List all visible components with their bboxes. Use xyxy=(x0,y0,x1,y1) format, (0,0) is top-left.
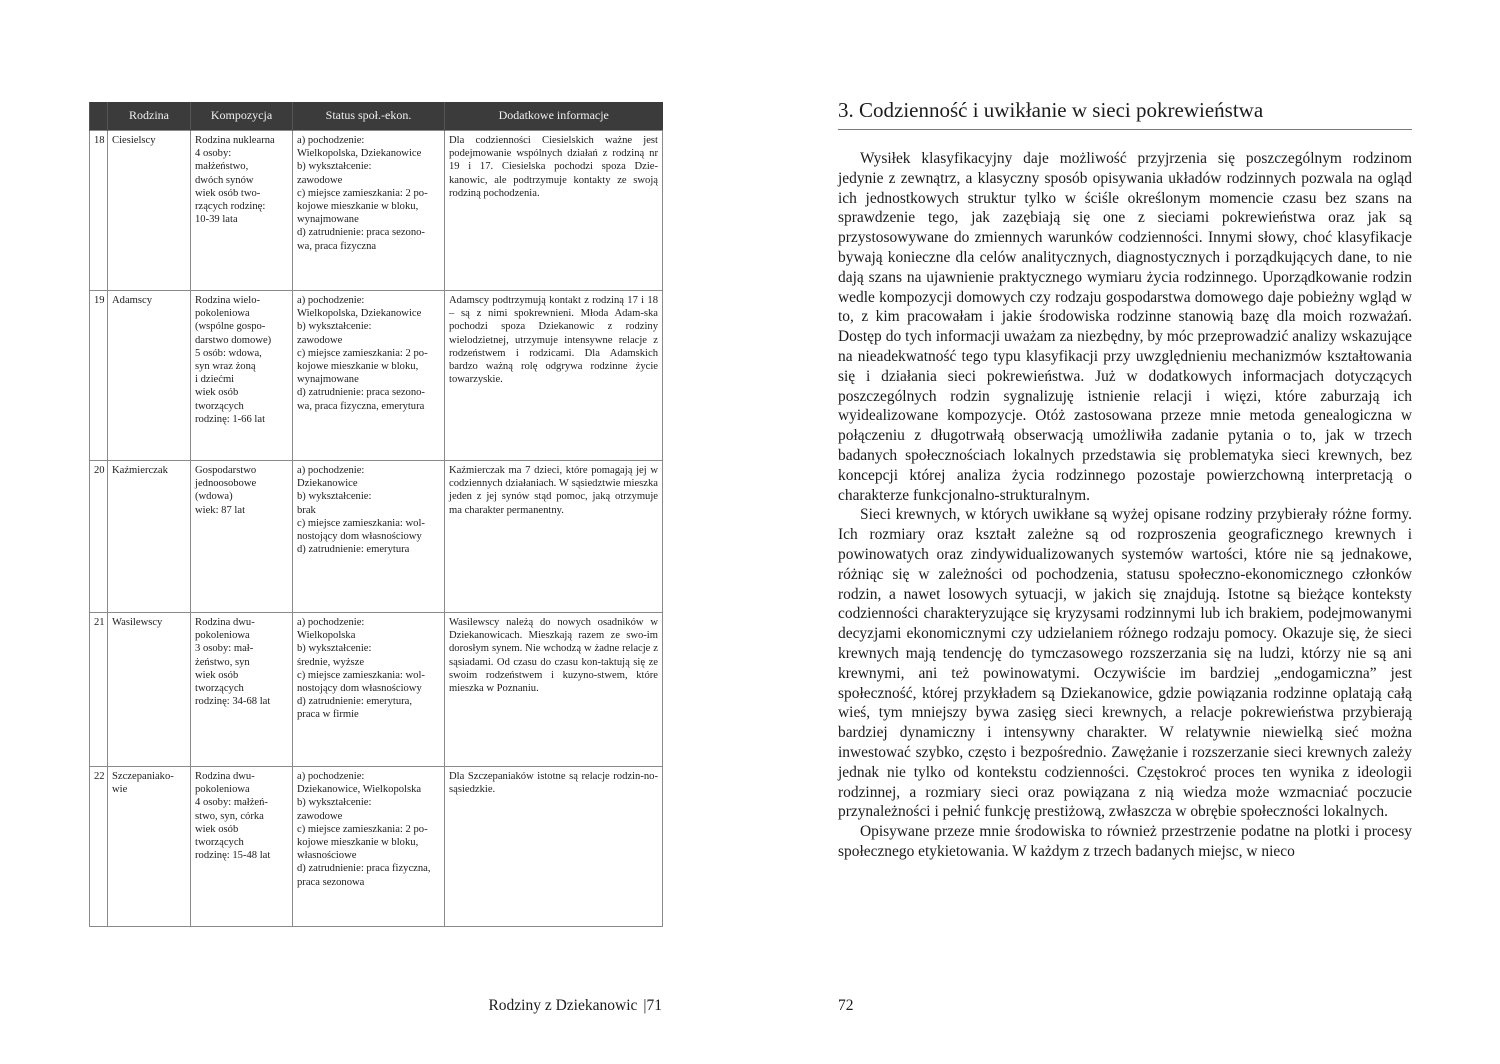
page-number-right: 72 xyxy=(838,997,854,1014)
footer-separator: | xyxy=(643,997,647,1014)
family-info: Kaźmierczak ma 7 dzieci, które pomagają jej w codziennych działaniach. W sąsiedztwie mieszka jeden z jej synów stąd pomoc, jaką otrzymuje ma charakter permanentny. xyxy=(445,461,663,613)
running-footer-left xyxy=(0,997,662,1015)
page-number-left: 71 xyxy=(646,997,662,1014)
right-page xyxy=(750,0,1500,1064)
family-name: Ciesielscy xyxy=(108,131,191,291)
family-composition: Gospodarstwo jednoosobowe (wdowa) wiek: 87 lat xyxy=(191,461,293,613)
row-number: 20 xyxy=(90,461,108,613)
family-composition: Rodzina wielo- pokoleniowa (wspólne gospo- darstwo domowe) 5 osób: wdowa, syn wraz żoną i dziećmi wiek osób tworzących rodzinę: 1-66 lat xyxy=(191,291,293,461)
family-status: a) pochodzenie: Wielkopolska, Dziekanowice b) wykształcenie: zawodowe c) miejsce zamieszkania: 2 po- kojowe mieszkanie w bloku, wynajmowane d) zatrudnienie: praca sezono- wa, praca fizyczna, emerytura xyxy=(293,291,445,461)
family-composition: Rodzina dwu- pokoleniowa 4 osoby: małżeń- stwo, syn, córka wiek osób tworzących rodzinę: 15-48 lat xyxy=(191,767,293,927)
running-title: Rodziny z Dziekanowic xyxy=(488,997,638,1014)
family-info: Dla codzienności Ciesielskich ważne jest podejmowanie wspólnych działań z rodziną nr 19 i 17. Ciesielska pochodzi spoza Dzie-kanowic, ale podtrzymuje kontakty ze swoją rodziną pochodzenia. xyxy=(445,131,663,291)
table-row xyxy=(90,291,663,461)
family-name: Wasilewscy xyxy=(108,613,191,767)
row-number: 21 xyxy=(90,613,108,767)
family-info: Adamscy podtrzymują kontakt z rodziną 17 i 18 – są z nimi spokrewnieni. Młoda Adam-ska pochodzi spoza Dziekanowic z rodziny wielodzietnej, utrzymuje intensywne relacje z rodzeństwem i rodzicami. Dla Adamskich bardzo ważną rolę odgrywa rodzinne życie towarzyskie. xyxy=(445,291,663,461)
header-info: Dodatkowe informacje xyxy=(445,102,663,131)
families-table xyxy=(89,102,663,927)
family-composition: Rodzina nuklearna 4 osoby: małżeństwo, dwóch synów wiek osób two- rzących rodzinę: 10-39 lata xyxy=(191,131,293,291)
family-status: a) pochodzenie: Wielkopolska b) wykształcenie: średnie, wyższe c) miejsce zamieszkania: wol- nostojący dom własnościowy d) zatrudnienie: emerytura, praca w firmie xyxy=(293,613,445,767)
row-number: 22 xyxy=(90,767,108,927)
chapter-title: 3. Codzienność i uwikłanie w sieci pokrewieństwa xyxy=(838,98,1412,130)
table-row xyxy=(90,461,663,613)
family-status: a) pochodzenie: Dziekanowice, Wielkopolska b) wykształcenie: zawodowe c) miejsce zamieszkania: 2 po- kojowe mieszkanie w bloku, własnościowe d) zatrudnienie: praca fizyczna, praca sezonowa xyxy=(293,767,445,927)
header-number xyxy=(90,102,108,131)
family-status: a) pochodzenie: Wielkopolska, Dziekanowice b) wykształcenie: zawodowe c) miejsce zamieszkania: 2 po- kojowe mieszkanie w bloku, wynajmowane d) zatrudnienie: praca sezono- wa, praca fizyczna xyxy=(293,131,445,291)
paragraph: Wysiłek klasyfikacyjny daje możliwość przyjrzenia się poszczególnym rodzinom jedynie z zewnątrz, a klasyczny sposób opisywania układów rodzinnych pozwala na ogląd ich jednostkowych struktur tylko w ściśle określonym momencie czasu bez szans na sprawdzenie tego, jak zazębiają się one z sieciami pokrewieństwa oraz jak są przystosowywane do zmiennych warunków codzienności. Innymi słowy, choć klasyfikacje bywają konieczne dla celów analitycznych, diagnostycznych i porządkujących dane, to nie dają szans na ujawnienie praktycznego wymiaru życia rodzinnego. Uporządkowanie rodzin wedle kompozycji domowych czy rodzaju gospodarstwa domowego daje pobieżny wgląd w to, z kim pracowałam i jakie środowiska rodzinne stanowią bazę dla moich rozważań. Dostęp do tych informacji uważam za niezbędny, by móc przeprowadzić analizy wskazujące na nieadekwatność tego typu klasyfikacji przy uwzględnieniu mechanizmów kształtowania się i działania sieci pokrewieństwa. Już w dodatkowych informacjach dotyczących poszczególnych rodzin sygnalizuję istnienie relacji i więzi, które zaburzają ich wyidealizowane kompozycje. Otóż zastosowana przeze mnie metoda genealogiczna w połączeniu z długotrwałą obserwacją umożliwiła zadanie pytania o to, jak w trzech badanych społecznościach lokalnych przedstawia się problematyka sieci krewnych, bez koncepcji której analiza życia rodzinnego pozostaje powierzchowną interpretacją o charakterze funkcjonalno-strukturalnym. xyxy=(838,150,1412,504)
family-status: a) pochodzenie: Dziekanowice b) wykształcenie: brak c) miejsce zamieszkania: wol- nostojący dom własnościowy d) zatrudnienie: emerytura xyxy=(293,461,445,613)
body-text xyxy=(838,149,1412,862)
table-row xyxy=(90,767,663,927)
table-row xyxy=(90,131,663,291)
paragraph: Opisywane przeze mnie środowiska to również przestrzenie podatne na plotki i procesy społecznego etykietowania. W każdym z trzech badanych miejsc, w nieco xyxy=(838,823,1412,860)
row-number: 18 xyxy=(90,131,108,291)
header-status: Status społ.-ekon. xyxy=(293,102,445,131)
family-name: Szczepaniako- wie xyxy=(108,767,191,927)
table-row xyxy=(90,613,663,767)
row-number: 19 xyxy=(90,291,108,461)
family-name: Kaźmierczak xyxy=(108,461,191,613)
family-name: Adamscy xyxy=(108,291,191,461)
table-header-row xyxy=(90,102,663,131)
paragraph: Sieci krewnych, w których uwikłane są wyżej opisane rodziny przybierały różne formy. Ich rozmiary oraz kształt zależne są od rozproszenia geograficznego krewnych i powinowatych oraz zindywidualizowanych systemów wartości, które nie są jednakowe, różniąc się w zależności od pochodzenia, statusu społeczno-ekonomicznego członków rodzin, a nawet losowych sytuacji, w jakich się znajdują. Istotne są bieżące konteksty codzienności charakteryzujące się kryzysami rodzinnymi lub ich brakiem, podejmowanymi decyzjami ekonomicznymi czy udzielaniem różnego rodzaju pomocy. Okazuje się, że sieci krewnych mają tendencję do tymczasowego rozszerzania się na ludzi, którzy nie są ani krewnymi, ani też powinowatymi. Oczywiście im bardziej „endogamiczna” jest społeczność, której przykładem są Dziekanowice, gdzie powiązania rodzinne oplatają całą wieś, tym mniejszy bywa zasięg sieci krewnych, a relacje pokrewieństwa przybierają bardziej dynamiczny i intensywny charakter. W relatywnie niewielką sieć można inwestować szybko, często i bezpośrednio. Zawężanie i rozszerzanie sieci krewnych zależy jednak nie tylko od kontekstu codzienności. Częstokroć proces ten wynika z ideologii rodzinnej, a rozmiary sieci oraz powiązana z nią wiedza może wzmacniać poczucie przynależności i pełnić funkcję prestiżową, zwłaszcza w obrębie społeczności lokalnych. xyxy=(838,506,1412,821)
family-info: Dla Szczepaniaków istotne są relacje rodzin-no-sąsiedzkie. xyxy=(445,767,663,927)
family-composition: Rodzina dwu- pokoleniowa 3 osoby: mał- żeństwo, syn wiek osób tworzących rodzinę: 34-68 lat xyxy=(191,613,293,767)
header-family: Rodzina xyxy=(108,102,191,131)
family-info: Wasilewscy należą do nowych osadników w Dziekanowicach. Mieszkają razem ze swo-im dorosłym synem. Nie wchodzą w żadne relacje z sąsiadami. Od czasu do czasu kon-taktują się ze swoim rodzeństwem i kuzyno-stwem, które mieszka w Poznaniu. xyxy=(445,613,663,767)
header-composition: Kompozycja xyxy=(191,102,293,131)
